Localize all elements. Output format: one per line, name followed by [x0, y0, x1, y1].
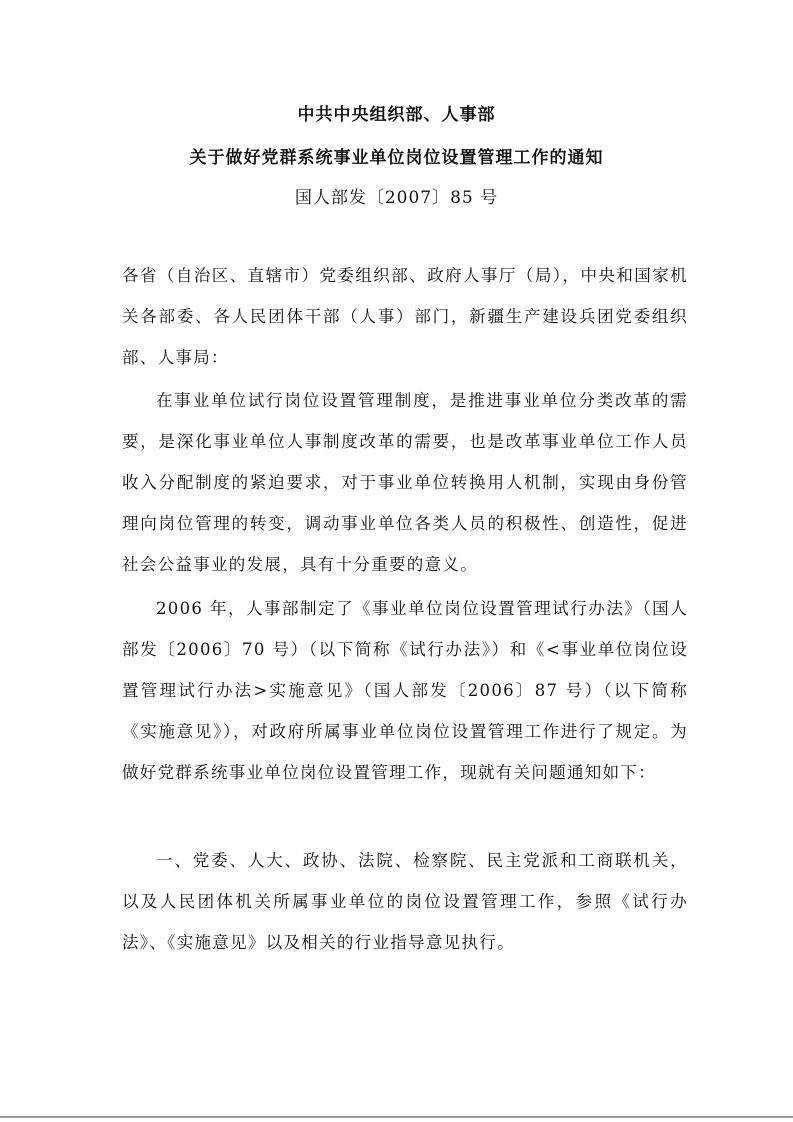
body-paragraph-2: 2006 年，人事部制定了《事业单位岗位设置管理试行办法》（国人部发〔2006〕70 号）（以下简称《试行办法》）和《<事业单位岗位设置管理试行办法>实施意见》（国人部发〔2006〕87 号）（以下简称《实施意见》），对政府所属事业单位岗位设置管理工作进行了规定。为做好党群系统事业单位岗位设置管理工作，现就有关问题通知如下：: [122, 599, 688, 782]
body-paragraph-1: 在事业单位试行岗位设置管理制度，是推进事业单位分类改革的需要，是深化事业单位人事制度改革的需要，也是改革事业单位工作人员收入分配制度的紧迫要求，对于事业单位转换用人机制，实现由身份管理向岗位管理的转变，调动事业单位各类人员的积极性、创造性，促进社会公益事业的发展，具有十分重要的意义。: [122, 391, 688, 574]
body-paragraph-3: 一、党委、人大、政协、法院、检察院、民主党派和工商联机关，以及人民团体机关所属事业单位的岗位设置管理工作，参照《试行办法》、《实施意见》以及相关的行业指导意见执行。: [122, 851, 688, 952]
salutation-paragraph: 各省（自治区、直辖市）党委组织部、政府人事厅（局），中央和国家机关各部委、各人民团体干部（人事）部门，新疆生产建设兵团党委组织部、人事局：: [122, 266, 688, 367]
page-bottom-divider: [0, 1116, 793, 1118]
document-title-line-1: 中共中央组织部、人事部: [297, 105, 496, 125]
document-number: 国人部发〔2007〕85 号: [294, 188, 499, 208]
document-title-line-2: 关于做好党群系统事业单位岗位设置管理工作的通知: [189, 148, 604, 168]
